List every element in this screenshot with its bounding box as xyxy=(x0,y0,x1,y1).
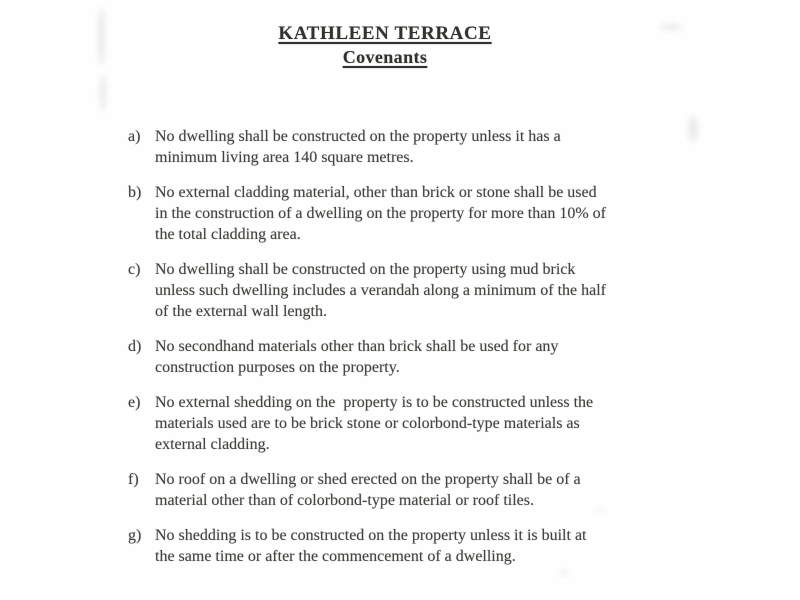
covenant-item-e xyxy=(128,392,700,455)
text-line: minimum living area 140 square metres. xyxy=(155,149,414,166)
text-line: external cladding. xyxy=(155,436,270,453)
text-line: No dwelling shall be constructed on the property using mud brick xyxy=(155,261,576,278)
document-header xyxy=(0,0,800,69)
item-marker: e) xyxy=(128,394,141,411)
covenant-item-g xyxy=(128,525,700,567)
text-line: materials used are to be brick stone or colorbond-type materials as xyxy=(155,415,580,432)
scan-smudge xyxy=(100,74,106,112)
covenant-item-a xyxy=(128,126,700,168)
text-line: the same time or after the commencement of a dwelling. xyxy=(155,548,516,565)
item-text xyxy=(155,182,700,245)
item-text xyxy=(155,392,700,455)
item-text xyxy=(155,525,700,567)
scan-speck xyxy=(560,570,568,575)
covenant-item-b xyxy=(128,182,700,245)
covenant-item-d xyxy=(128,336,700,378)
item-text xyxy=(155,469,700,511)
text-line: No dwelling shall be constructed on the property unless it has a xyxy=(155,128,561,145)
item-marker: c) xyxy=(128,261,141,278)
item-text xyxy=(155,336,700,378)
text-line: the total cladding area. xyxy=(155,226,301,243)
text-line: No secondhand materials other than brick shall be used for any xyxy=(155,338,559,355)
item-text xyxy=(155,259,700,322)
item-marker: g) xyxy=(128,527,142,544)
text-line: construction purposes on the property. xyxy=(155,359,400,376)
document-title: KATHLEEN TERRACE xyxy=(278,23,492,44)
item-marker: f) xyxy=(128,471,139,488)
covenant-list xyxy=(0,126,800,567)
text-line: of the external wall length. xyxy=(155,303,327,320)
covenant-item-f xyxy=(128,469,700,511)
document-subtitle: Covenants xyxy=(342,47,428,67)
item-marker: a) xyxy=(128,128,141,145)
text-line: No roof on a dwelling or shed erected on the property shall be of a xyxy=(155,471,581,488)
text-line: in the construction of a dwelling on the property for more than 10% of xyxy=(155,205,606,222)
item-text xyxy=(155,126,700,168)
text-line: No external shedding on the property is to be constructed unless the xyxy=(155,394,594,411)
text-line: unless such dwelling includes a verandah along a minimum of the half xyxy=(155,282,606,299)
text-line: No external cladding material, other than brick or stone shall be used xyxy=(155,184,597,201)
text-line: No shedding is to be constructed on the property unless it is built at xyxy=(155,527,587,544)
item-marker: d) xyxy=(128,338,142,355)
item-marker: b) xyxy=(128,184,142,201)
text-line: material other than of colorbond-type material or roof tiles. xyxy=(155,492,534,509)
covenant-item-c xyxy=(128,259,700,322)
